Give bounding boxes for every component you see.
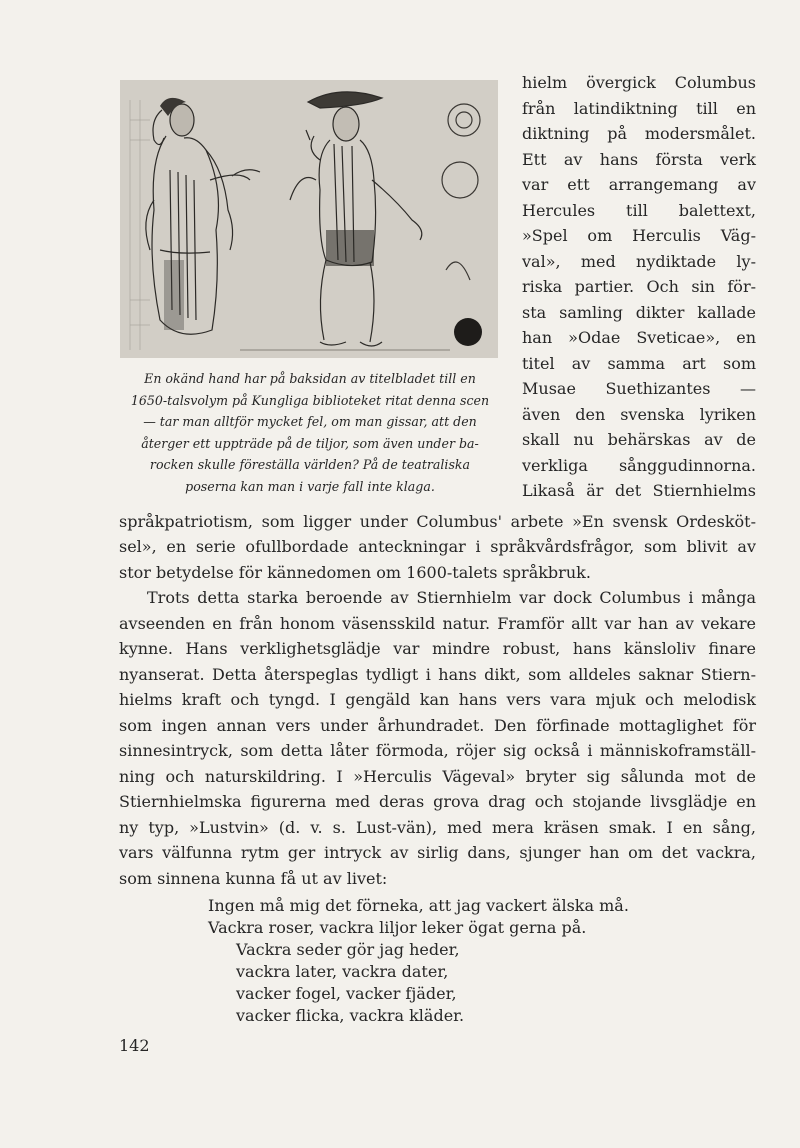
body-line: Trots detta starka beroende av Stiernhielm var dock Columbus i många xyxy=(147,588,756,607)
verse-line: Ingen må mig det förneka, att jag vackert älska må. xyxy=(208,896,629,915)
caption-line: — tar man alltför mycket fel, om man gissar, att den xyxy=(143,414,477,429)
caption-line: 1650-talsvolym på Kungliga biblioteket ritat denna scen xyxy=(130,392,490,408)
body-line: som sinnena kunna få ut av livet: xyxy=(119,869,388,888)
column-line: även den svenska lyriken xyxy=(522,405,756,424)
column-line: riska partier. Och sin för- xyxy=(522,277,756,296)
verse-line: vackra later, vackra dater, xyxy=(236,962,449,981)
body-line: som ingen annan vers under århundradet. Den förfinade mottaglighet för xyxy=(119,716,756,735)
verse-line: vacker fogel, vacker fjäder, xyxy=(236,984,457,1003)
column-line: sta samling dikter kallade xyxy=(522,303,756,322)
column-line: »Spel om Herculis Väg- xyxy=(522,226,756,245)
column-line: val», med nydiktade ly- xyxy=(522,252,756,271)
caption-line: återger ett uppträde på de tiljor, som även under ba- xyxy=(141,435,479,451)
body-line: hielms kraft och tyngd. I gengäld kan hans vers vara mjuk och melodisk xyxy=(119,690,756,709)
body-line: språkpatriotism, som ligger under Columbus' arbete »En svensk Ordesköt- xyxy=(119,512,756,531)
body-line: sinnesintryck, som detta låter förmoda, röjer sig också i människoframställ- xyxy=(119,741,756,760)
column-line: han »Odae Sveticae», en xyxy=(522,328,756,347)
caption-line: poserna kan man i varje fall inte klaga. xyxy=(185,478,435,494)
column-line: Musae Suethizantes — xyxy=(522,379,756,398)
figure-caption xyxy=(116,368,504,497)
body-line: vars välfunna rytm ger intryck av sirlig dans, sjunger han om det vackra, xyxy=(119,843,756,862)
body-line: kynne. Hans verklighetsglädje var mindre robust, hans känsloliv finare xyxy=(119,639,756,658)
body-line: ny typ, »Lustvin» (d. v. s. Lust-vän), med mera kräsen smak. I en sång, xyxy=(119,818,756,837)
sketch-drawing xyxy=(120,80,498,358)
column-line: var ett arrangemang av xyxy=(522,175,756,194)
caption-line: En okänd hand har på baksidan av titelbladet till en xyxy=(144,371,476,386)
body-line: stor betydelse för kännedomen om 1600-talets språkbruk. xyxy=(119,563,591,582)
column-line: diktning på modersmålet. xyxy=(522,124,756,143)
column-line: skall nu behärskas av de xyxy=(522,430,756,449)
column-line: titel av samma art som xyxy=(522,354,756,373)
verse-line: Vackra roser, vackra liljor leker ögat gerna på. xyxy=(208,918,587,937)
column-line: Hercules till balettext, xyxy=(522,201,756,220)
body-line: avseenden en från honom väsensskild natur. Framför allt var han av vekare xyxy=(119,614,756,633)
body-line: nyanserat. Detta återspeglas tydligt i hans dikt, som alldeles saknar Stiern- xyxy=(119,665,756,684)
column-line: från latindiktning till en xyxy=(522,99,756,118)
body-line: sel», en serie ofullbordade anteckningar i språkvårdsfrågor, som blivit av xyxy=(119,537,756,556)
column-line: Ett av hans första verk xyxy=(522,150,756,169)
page-number: 142 xyxy=(119,1036,150,1055)
verse-line: Vackra seder gör jag heder, xyxy=(236,940,460,959)
column-line: verkliga sånggudinnorna. xyxy=(522,456,756,475)
body-line: Stiernhielmska figurerna med deras grova drag och stojande livsglädje en xyxy=(119,792,756,811)
illustration-baroque-figures xyxy=(120,80,498,358)
column-line: hielm övergick Columbus xyxy=(522,73,756,92)
body-line: ning och naturskildring. I »Herculis Vägeval» bryter sig sålunda mot de xyxy=(119,767,756,786)
verse-line: vacker flicka, vackra kläder. xyxy=(236,1006,465,1025)
column-line: Likaså är det Stiernhielms xyxy=(522,481,756,500)
caption-line: rocken skulle föreställa världen? På de teatraliska xyxy=(149,457,471,472)
